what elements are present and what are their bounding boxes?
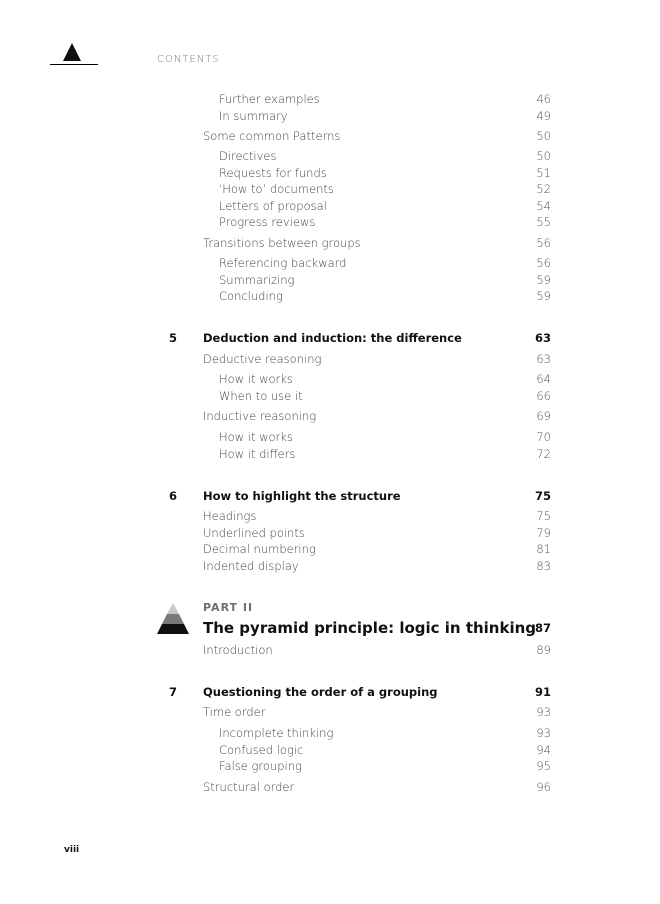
toc-entry: In summary 49 <box>219 109 551 123</box>
toc-entry: Some common Patterns 50 <box>203 129 551 143</box>
toc-entry: How it works 70 <box>219 430 551 444</box>
toc-entry: Referencing backward 56 <box>219 256 551 270</box>
toc-entry: Time order 93 <box>203 705 551 719</box>
part-title: The pyramid principle: logic in thinking <box>203 619 537 637</box>
toc-entry: When to use it 66 <box>219 389 551 403</box>
pyramid-part-icon <box>156 602 190 635</box>
page-number: viii <box>64 845 80 855</box>
toc-entry: Directives 50 <box>219 149 551 163</box>
toc-entry: Indented display 83 <box>203 559 551 573</box>
toc-entry: Introduction 89 <box>203 643 551 657</box>
header-rule <box>50 64 98 65</box>
toc-entry: False grouping 95 <box>219 759 551 773</box>
chapter-heading: 7 Questioning the order of a grouping 91 <box>169 685 551 699</box>
chapter-heading: 6 How to highlight the structure 75 <box>169 489 551 503</box>
part-label: PART II <box>203 601 254 614</box>
toc-entry: Summarizing 59 <box>219 273 551 287</box>
toc-entry: Concluding 59 <box>219 289 551 303</box>
toc-entry: Requests for funds 51 <box>219 166 551 180</box>
toc-entry: Deductive reasoning 63 <box>203 352 551 366</box>
toc-entry: Progress reviews 55 <box>219 215 551 229</box>
toc-entry: How it differs 72 <box>219 447 551 461</box>
chapter-heading: 5 Deduction and induction: the difference 63 <box>169 331 551 345</box>
toc-entry: Further examples 46 <box>219 92 551 106</box>
toc-entry: Structural order 96 <box>203 780 551 794</box>
toc-entry: Inductive reasoning 69 <box>203 409 551 423</box>
toc-entry: Headings 75 <box>203 509 551 523</box>
toc-entry: How it works 64 <box>219 372 551 386</box>
toc-entry: Confused logic 94 <box>219 743 551 757</box>
toc-entry: Incomplete thinking 93 <box>219 726 551 740</box>
pyramid-logo-icon <box>62 42 82 62</box>
running-header: CONTENTS <box>157 54 220 65</box>
toc-entry: Letters of proposal 54 <box>219 199 551 213</box>
toc-entry: Transitions between groups 56 <box>203 236 551 250</box>
toc-entry: ‘How to’ documents 52 <box>219 182 551 196</box>
toc-entry: Decimal numbering 81 <box>203 542 551 556</box>
part-page: 87 <box>534 621 551 635</box>
toc-entry: Underlined points 79 <box>203 526 551 540</box>
